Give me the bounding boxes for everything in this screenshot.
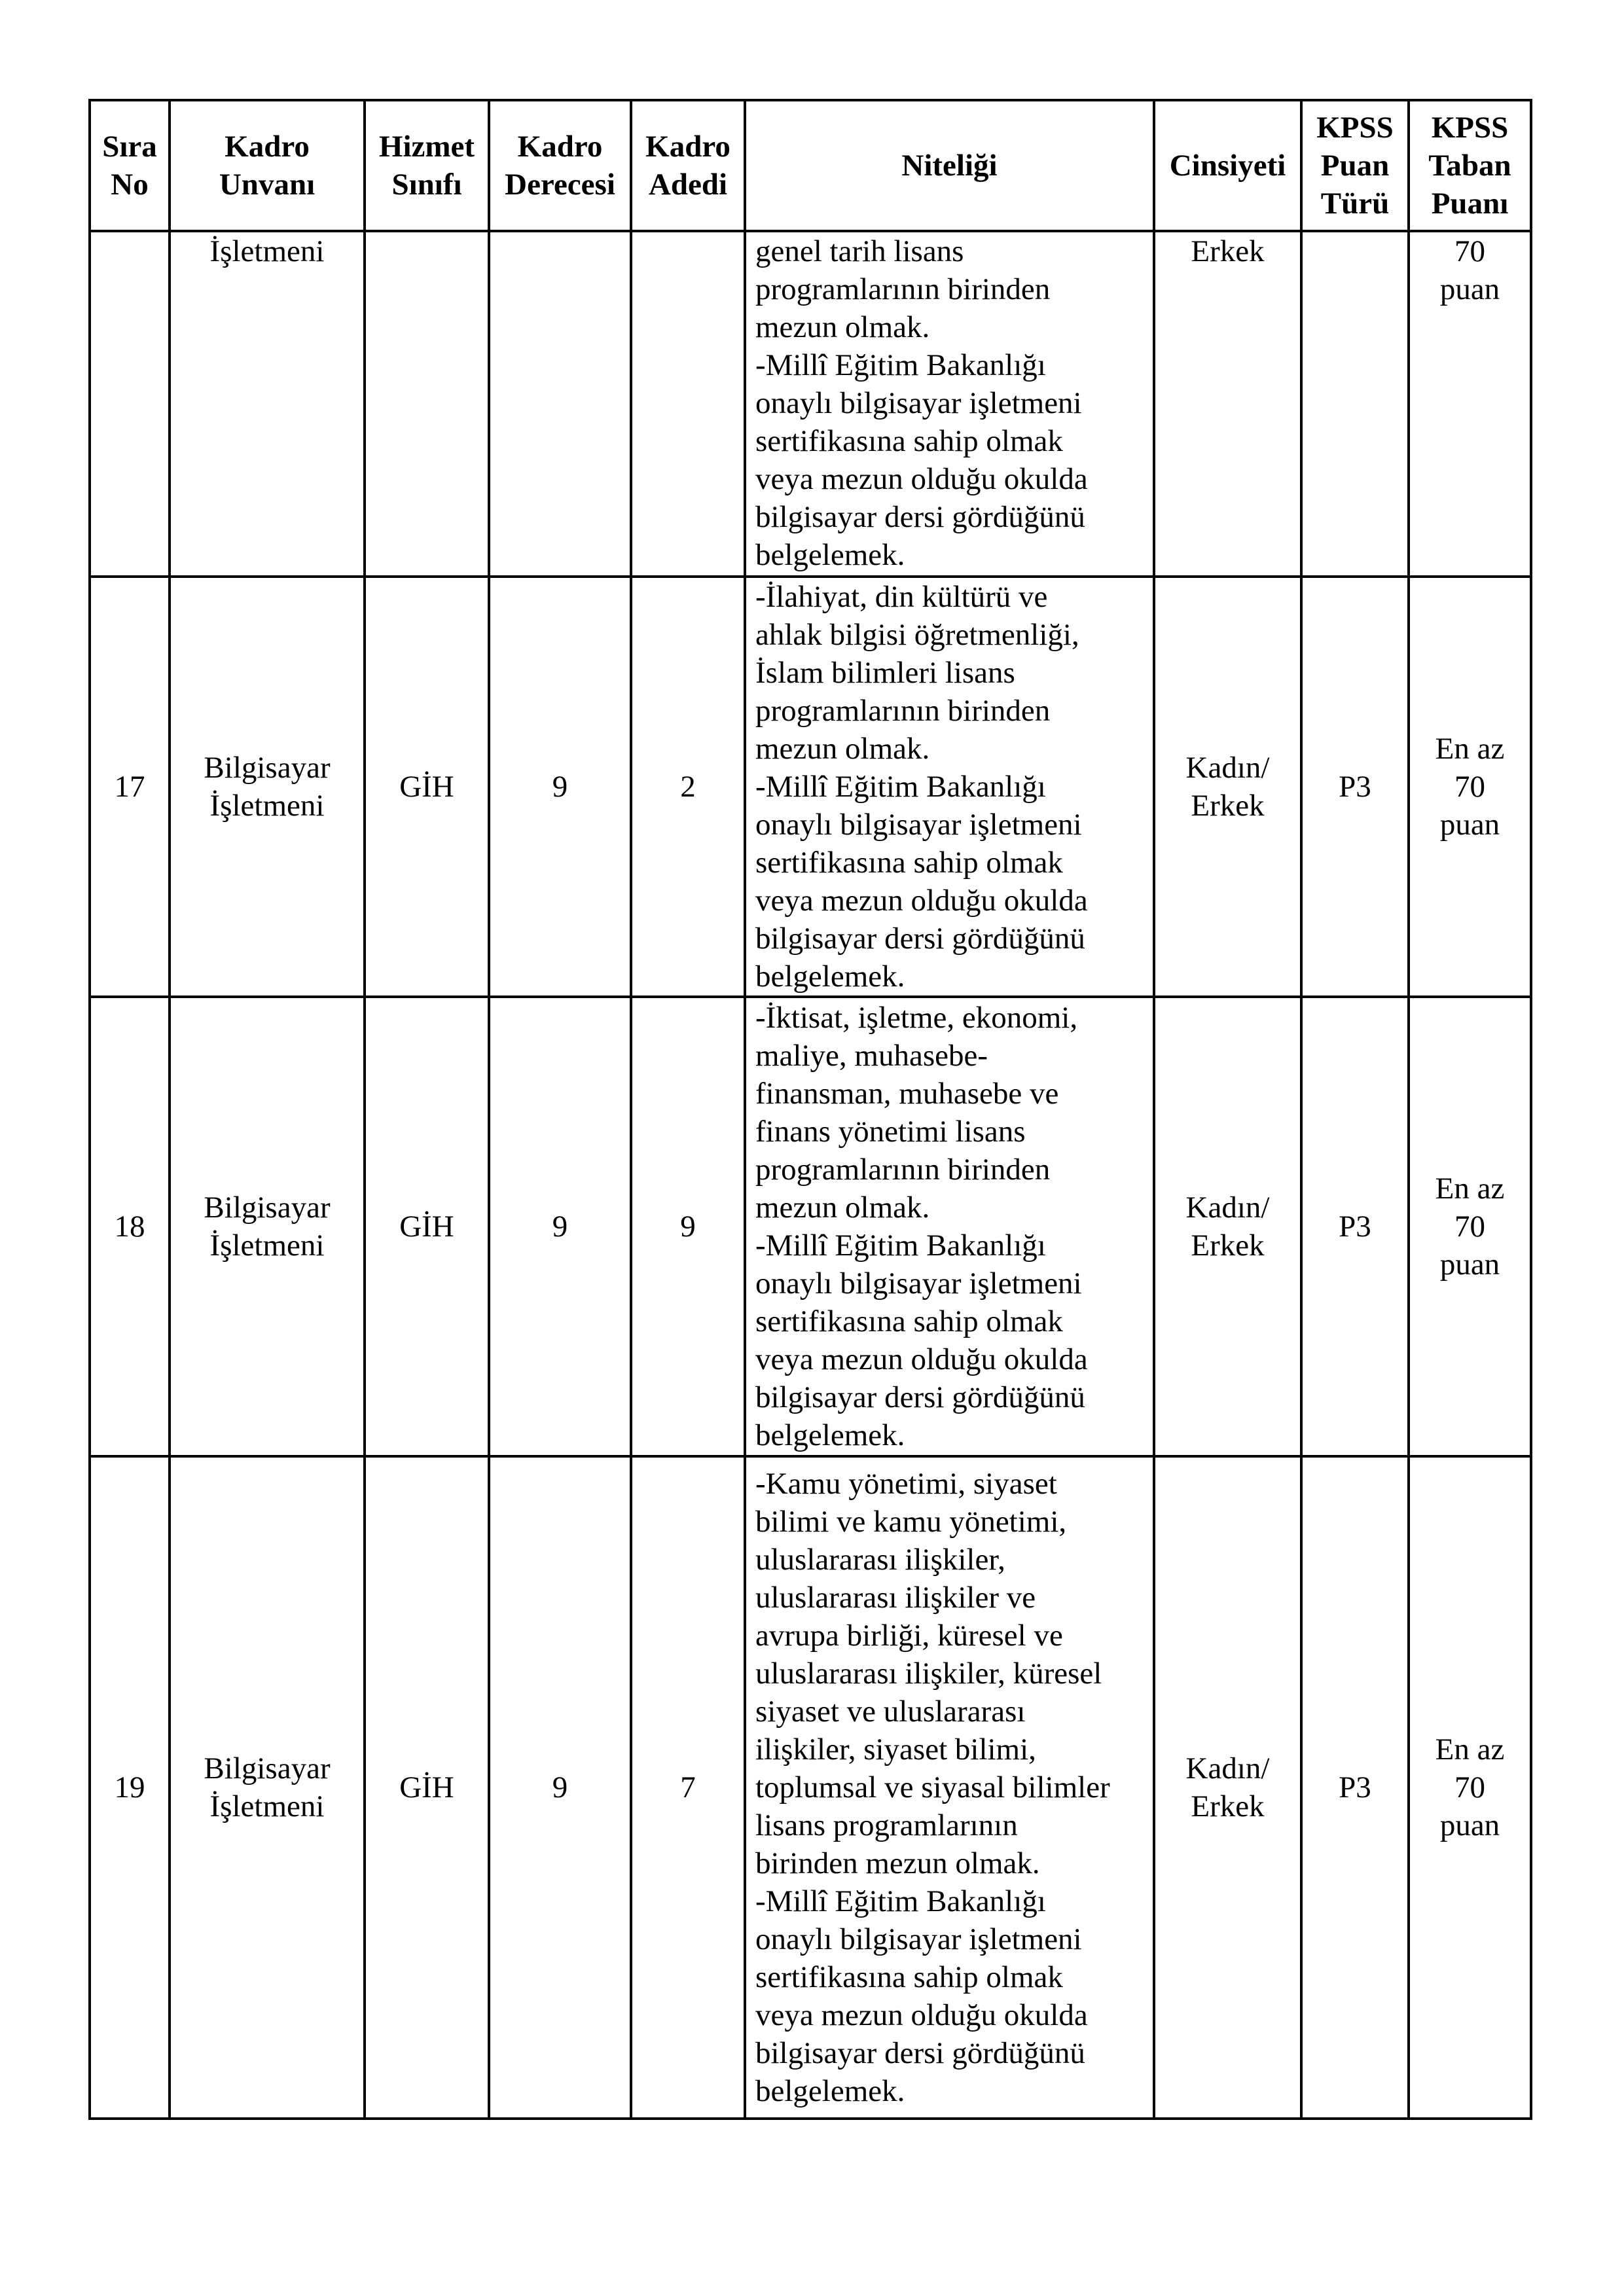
cell-cinsiyeti: Kadın/ Erkek xyxy=(1154,997,1301,1456)
cell-kpss-puan-turu xyxy=(1301,231,1409,577)
cell-kpss-puan-turu: P3 xyxy=(1301,577,1409,997)
cell-kadro-adedi xyxy=(631,231,745,577)
cell-sira-no: 17 xyxy=(90,577,170,997)
cell-kadro-derecesi: 9 xyxy=(489,577,631,997)
header-kadro-unvani: Kadro Unvanı xyxy=(170,100,365,231)
cell-cinsiyeti: Erkek xyxy=(1154,231,1301,577)
cell-kpss-taban-puani: En az 70 puan xyxy=(1409,1456,1531,2119)
table-header xyxy=(90,100,1531,231)
header-kadro-derecesi: Kadro Derecesi xyxy=(489,100,631,231)
kadro-table xyxy=(88,99,1532,2120)
cell-kadro-unvani: Bilgisayar İşletmeni xyxy=(170,1456,365,2119)
cell-kadro-adedi: 9 xyxy=(631,997,745,1456)
cell-kadro-derecesi xyxy=(489,231,631,577)
cell-hizmet-sinifi: GİH xyxy=(365,1456,489,2119)
cell-kpss-taban-puani: En az 70 puan xyxy=(1409,997,1531,1456)
cell-sira-no: 19 xyxy=(90,1456,170,2119)
cell-niteligi: -Kamu yönetimi, siyaset bilimi ve kamu yönetimi, uluslararası ilişkiler, uluslararası ilişkiler ve avrupa birliği, küresel ve uluslararası ilişkiler, küresel siyaset ve uluslararası ilişkiler, siyaset bilimi, toplumsal ve siyasal bilimler lisans programlarının birinden mezun olmak. -Millî Eğitim Bakanlığı onaylı bilgisayar işletmeni sertifikasına sahip olmak veya mezun olduğu okulda bilgisayar dersi gördüğünü belgelemek. xyxy=(745,1456,1154,2119)
cell-sira-no xyxy=(90,231,170,577)
header-cinsiyeti: Cinsiyeti xyxy=(1154,100,1301,231)
header-kpss-taban-puani: KPSS Taban Puanı xyxy=(1409,100,1531,231)
cell-cinsiyeti: Kadın/ Erkek xyxy=(1154,1456,1301,2119)
cell-kpss-puan-turu: P3 xyxy=(1301,1456,1409,2119)
header-hizmet-sinifi: Hizmet Sınıfı xyxy=(365,100,489,231)
cell-kpss-taban-puani: 70 puan xyxy=(1409,231,1531,577)
table-row-17 xyxy=(90,577,1531,997)
cell-kpss-puan-turu: P3 xyxy=(1301,997,1409,1456)
cell-kadro-derecesi: 9 xyxy=(489,1456,631,2119)
table-row-18 xyxy=(90,997,1531,1456)
cell-hizmet-sinifi: GİH xyxy=(365,997,489,1456)
cell-kadro-unvani: Bilgisayar İşletmeni xyxy=(170,577,365,997)
table-row-19 xyxy=(90,1456,1531,2119)
cell-sira-no: 18 xyxy=(90,997,170,1456)
cell-niteligi: genel tarih lisans programlarının birinden mezun olmak. -Millî Eğitim Bakanlığı onaylı bilgisayar işletmeni sertifikasına sahip olmak veya mezun olduğu okulda bilgisayar dersi gördüğünü belgelemek. xyxy=(745,231,1154,577)
cell-kadro-unvani: Bilgisayar İşletmeni xyxy=(170,997,365,1456)
cell-niteligi: -İktisat, işletme, ekonomi, maliye, muhasebe- finansman, muhasebe ve finans yönetimi lisans programlarının birinden mezun olmak. -Millî Eğitim Bakanlığı onaylı bilgisayar işletmeni sertifikasına sahip olmak veya mezun olduğu okulda bilgisayar dersi gördüğünü belgelemek. xyxy=(745,997,1154,1456)
cell-niteligi: -İlahiyat, din kültürü ve ahlak bilgisi öğretmenliği, İslam bilimleri lisans programlarının birinden mezun olmak. -Millî Eğitim Bakanlığı onaylı bilgisayar işletmeni sertifikasına sahip olmak veya mezun olduğu okulda bilgisayar dersi gördüğünü belgelemek. xyxy=(745,577,1154,997)
cell-kadro-derecesi: 9 xyxy=(489,997,631,1456)
cell-kadro-adedi: 2 xyxy=(631,577,745,997)
table-row-continuation xyxy=(90,231,1531,577)
cell-hizmet-sinifi xyxy=(365,231,489,577)
cell-kadro-unvani: İşletmeni xyxy=(170,231,365,577)
header-kpss-puan-turu: KPSS Puan Türü xyxy=(1301,100,1409,231)
table-body xyxy=(90,231,1531,2119)
cell-kadro-adedi: 7 xyxy=(631,1456,745,2119)
cell-kpss-taban-puani: En az 70 puan xyxy=(1409,577,1531,997)
cell-hizmet-sinifi: GİH xyxy=(365,577,489,997)
header-niteligi: Niteliği xyxy=(745,100,1154,231)
header-kadro-adedi: Kadro Adedi xyxy=(631,100,745,231)
cell-cinsiyeti: Kadın/ Erkek xyxy=(1154,577,1301,997)
header-row xyxy=(90,100,1531,231)
header-sira-no: Sıra No xyxy=(90,100,170,231)
